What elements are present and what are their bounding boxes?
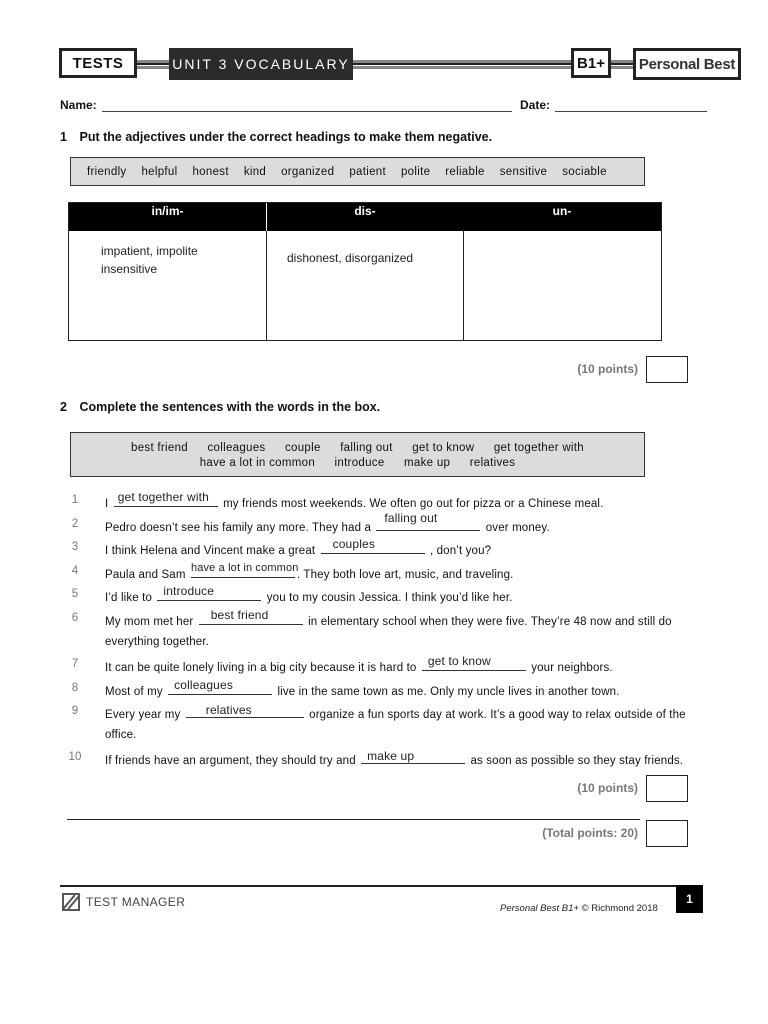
page-number: 1	[676, 885, 703, 913]
word: kind	[243, 165, 267, 178]
unit-title: UNIT 3 VOCABULARY	[169, 48, 353, 80]
total-points: (Total points: 20)	[542, 826, 638, 840]
answer-text: couples	[332, 537, 375, 551]
word: have a lot in common	[199, 457, 316, 469]
sentence-text: I	[105, 498, 109, 510]
test-manager-icon	[62, 893, 80, 911]
sentence-text: I’d like to	[105, 592, 153, 604]
sentence-text: Every year my	[105, 709, 181, 721]
q1-number: 1	[60, 130, 67, 144]
word: helpful	[141, 165, 178, 178]
answer-in-im-line1[interactable]: impatient, impolite	[101, 244, 198, 258]
q1-instruction: Put the adjectives under the correct headings to make them negative.	[79, 130, 493, 144]
answer-text: best friend	[210, 608, 269, 622]
sentence-number: 8	[71, 682, 79, 694]
sentence-number: 7	[71, 658, 79, 670]
answer-blank[interactable]	[114, 490, 218, 507]
sentence-text: I think Helena and Vincent make a great	[105, 545, 316, 557]
word: polite	[400, 165, 431, 178]
answer-blank[interactable]	[157, 584, 261, 601]
answer-blank[interactable]	[190, 562, 299, 578]
q2-word-box	[70, 432, 645, 477]
q1-score-box[interactable]	[646, 356, 688, 383]
answer-blank[interactable]	[186, 705, 304, 718]
answer-text: get to know	[427, 654, 491, 668]
answer-text: have a lot in common	[190, 562, 299, 574]
sentence-number: 3	[71, 541, 79, 553]
name-label: Name:	[60, 98, 97, 112]
sentence-text: , don’t you?	[429, 545, 492, 557]
test-manager-label: TEST MANAGER	[86, 895, 186, 909]
headings-table	[68, 202, 662, 341]
sentence-text: you to my cousin Jessica. I think you’d like her.	[266, 592, 513, 604]
sentence-text: If friends have an argument, they should try and	[105, 755, 356, 767]
word: falling out	[340, 442, 393, 454]
answer-text: get together with	[117, 490, 209, 504]
name-field[interactable]	[102, 111, 512, 112]
sentence-text: Most of my	[105, 686, 163, 698]
sentence-number: 5	[71, 588, 79, 600]
tests-label: TESTS	[59, 48, 137, 78]
sentence-text: your neighbors.	[531, 662, 613, 674]
answer-blank[interactable]	[422, 654, 526, 671]
sentence-text: organize a fun sports day at work. It’s a good way to relax outside of the	[309, 709, 686, 721]
q2-title	[60, 400, 380, 414]
sentence-text: everything together.	[105, 636, 210, 648]
header-stripe	[137, 60, 169, 63]
header-stripe	[611, 60, 633, 63]
header-stripe	[353, 60, 571, 63]
answer-text: falling out	[384, 511, 438, 525]
footer-rule	[60, 885, 700, 887]
q2-points: (10 points)	[577, 781, 638, 795]
q2-number: 2	[60, 400, 67, 414]
total-divider	[67, 819, 640, 820]
q2-score-box[interactable]	[646, 775, 688, 802]
answer-text: relatives	[205, 703, 252, 717]
word: colleagues	[207, 442, 266, 454]
heading-un: un-	[552, 204, 572, 218]
answer-text: make up	[367, 749, 415, 763]
date-field[interactable]	[555, 111, 707, 112]
heading-dis: dis-	[354, 204, 376, 218]
header-stripe	[353, 66, 571, 69]
answer-in-im-line2[interactable]: insensitive	[101, 262, 158, 276]
header-stripe	[137, 66, 169, 69]
answer-blank[interactable]	[321, 537, 425, 554]
header-stripe	[611, 66, 633, 69]
sentence-text: in elementary school when they were five. They’re 48 now and still do	[308, 616, 672, 628]
answer-blank[interactable]	[199, 608, 303, 625]
sentence-number: 6	[71, 612, 79, 624]
sentence-text: My mom met her	[105, 616, 194, 628]
sentence-number: 10	[68, 751, 82, 763]
column-divider	[266, 231, 267, 340]
brand-logo: Personal Best	[633, 48, 741, 80]
sentence-text: Paula and Sam	[105, 569, 186, 581]
heading-in-im: in/im-	[151, 204, 184, 218]
sentence-number: 1	[71, 494, 79, 506]
copyright-holder: © Richmond 2018	[578, 903, 658, 914]
sentence-text: as soon as possible so they stay friends.	[470, 755, 684, 767]
column-divider	[463, 231, 464, 340]
word: sociable	[562, 165, 607, 178]
answer-text: introduce	[163, 584, 215, 598]
sentence-number: 4	[71, 565, 79, 577]
word: get to know	[412, 442, 475, 454]
word: best friend	[131, 442, 188, 454]
answer-blank[interactable]	[168, 678, 272, 695]
answer-blank[interactable]	[361, 751, 465, 764]
q1-title	[60, 130, 492, 144]
q2-instruction: Complete the sentences with the words in the box.	[79, 400, 381, 414]
word: reliable	[445, 165, 485, 178]
sentence-number: 2	[71, 518, 79, 530]
q1-word-box	[70, 157, 645, 186]
total-score-box[interactable]	[646, 820, 688, 847]
word: organized	[281, 165, 335, 178]
sentence-text: my friends most weekends. We often go out for pizza or a Chinese meal.	[223, 498, 604, 510]
copyright	[500, 903, 658, 914]
word: friendly	[87, 165, 127, 178]
copyright-title: Personal Best B1+	[500, 903, 579, 914]
sentence-text: . They both love art, music, and traveling.	[296, 569, 514, 581]
word: introduce	[334, 457, 385, 469]
word: couple	[284, 442, 321, 454]
sentence-text: live in the same town as me. Only my uncle lives in another town.	[277, 686, 620, 698]
q1-points: (10 points)	[577, 362, 638, 376]
answer-blank[interactable]	[376, 511, 480, 531]
sentence-text: over money.	[485, 522, 550, 534]
answer-dis[interactable]: dishonest, disorganized	[287, 251, 414, 265]
sentence-number: 9	[71, 705, 79, 717]
sentence-text: Pedro doesn’t see his family any more. They had a	[105, 522, 372, 534]
word: sensitive	[499, 165, 548, 178]
sentence-text: office.	[105, 729, 137, 741]
word: honest	[192, 165, 229, 178]
answer-text: colleagues	[174, 678, 233, 692]
word: get together with	[493, 442, 584, 454]
level-badge: B1+	[571, 48, 611, 78]
word: make up	[404, 457, 451, 469]
date-label: Date:	[520, 98, 551, 112]
sentence-text: It can be quite lonely living in a big city because it is hard to	[105, 662, 417, 674]
word: relatives	[469, 457, 516, 469]
word: patient	[349, 165, 386, 178]
